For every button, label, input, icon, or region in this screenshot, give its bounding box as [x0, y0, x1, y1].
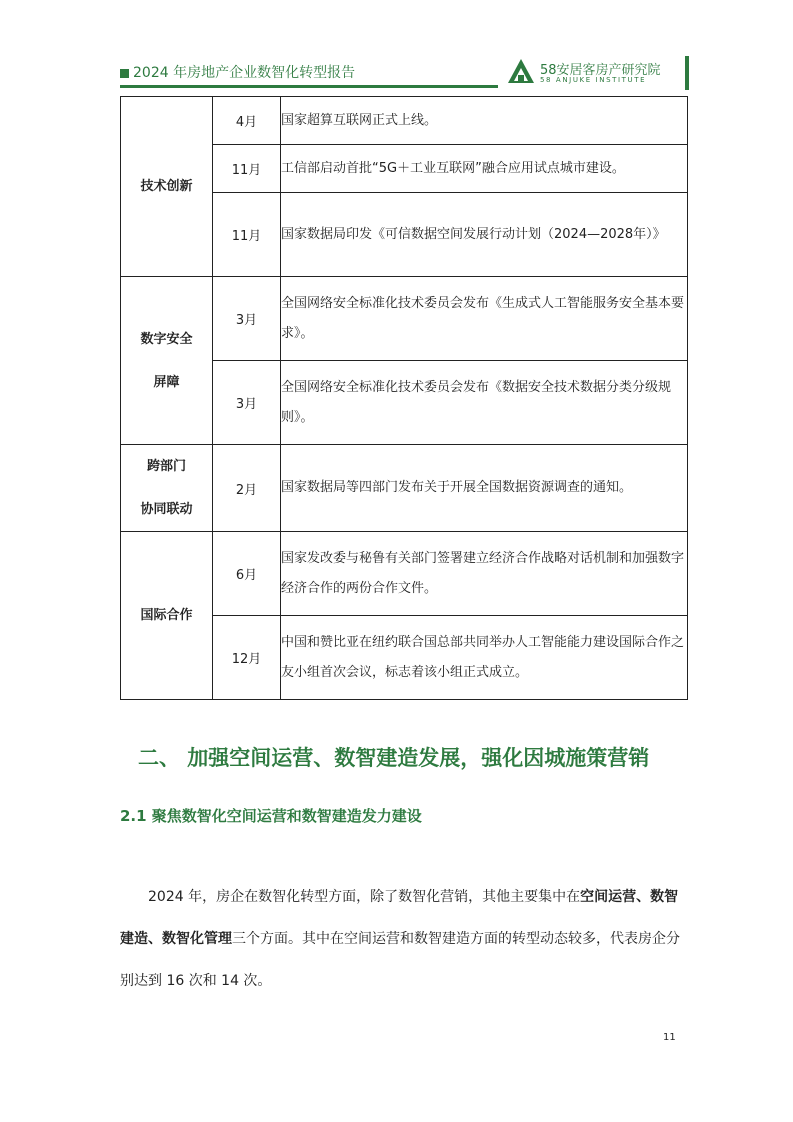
event-description-cell: 全国网络安全标准化技术委员会发布《生成式人工智能服务安全基本要求》。: [281, 277, 688, 361]
category-cell: [121, 532, 213, 700]
event-description-cell: 工信部启动首批“5G＋工业互联网”融合应用试点城市建设。: [281, 145, 688, 193]
month-cell: 3月: [213, 277, 281, 361]
month-cell: 12月: [213, 616, 281, 700]
category-cell: [121, 445, 213, 532]
event-description-cell: 国家发改委与秘鲁有关部门签署建立经济合作战略对话机制和加强数字经济合作的两份合作文件。: [281, 532, 688, 616]
month-cell: 4月: [213, 97, 281, 145]
table-row: [121, 277, 688, 361]
brand-subtitle: 58 ANJUKE INSTITUTE: [540, 76, 647, 84]
month-cell: 11月: [213, 193, 281, 277]
month-cell: 3月: [213, 361, 281, 445]
section-title: 二、 加强空间运营、数智建造发展，强化因城施策营销: [138, 746, 650, 770]
paragraph-bold-text: 空间运营、数智建造、数智化管理: [120, 889, 679, 947]
paragraph-text: 三个方面。其中在空间运营和数智建造方面的转型动态较多，代表房企分别达到 16 次和 14 次。: [120, 931, 680, 989]
category-label: 跨部门: [146, 459, 186, 474]
event-description-cell: 国家数据局印发《可信数据空间发展行动计划（2024—2028年）》: [281, 193, 688, 277]
table-row: [121, 97, 688, 145]
category-cell: [121, 277, 213, 445]
category-label: 技术创新: [140, 179, 193, 194]
event-description-cell: 国家超算互联网正式上线。: [281, 97, 688, 145]
paragraph-text: 2024 年，房企在数智化转型方面，除了数智化营销，其他主要集中在: [148, 889, 581, 905]
category-label: 协同联动: [140, 502, 193, 517]
month-cell: 2月: [213, 445, 281, 532]
month-cell: 6月: [213, 532, 281, 616]
month-cell: 11月: [213, 145, 281, 193]
page-header: [120, 52, 688, 92]
category-cell: [121, 97, 213, 277]
brand-bar: [685, 56, 689, 90]
brand-logo: [507, 56, 688, 90]
brand-name: 58安居客房产研究院: [540, 63, 661, 78]
house-roof-triangle-icon: [507, 58, 535, 84]
header-title: 2024 年房地产企业数智化转型报告: [133, 65, 356, 81]
category-label: 屏障: [153, 374, 180, 390]
event-description-cell: 国家数据局等四部门发布关于开展全国数据资源调查的通知。: [281, 445, 688, 532]
header-rule: [120, 85, 498, 88]
header-bullet: [120, 69, 129, 78]
category-label: 数字安全: [140, 331, 193, 347]
subsection-title: 2.1 聚焦数智化空间运营和数智建造发力建设: [120, 807, 422, 825]
policy-table: [120, 96, 688, 700]
table-row: [121, 532, 688, 616]
body-paragraph: [120, 876, 688, 1002]
page-number: 11: [663, 1032, 676, 1043]
event-description-cell: 全国网络安全标准化技术委员会发布《数据安全技术数据分类分级规则》。: [281, 361, 688, 445]
table-row: [121, 445, 688, 532]
category-label: 国际合作: [140, 608, 193, 623]
event-description-cell: 中国和赞比亚在纽约联合国总部共同举办人工智能能力建设国际合作之友小组首次会议，标志着该小组正式成立。: [281, 616, 688, 700]
